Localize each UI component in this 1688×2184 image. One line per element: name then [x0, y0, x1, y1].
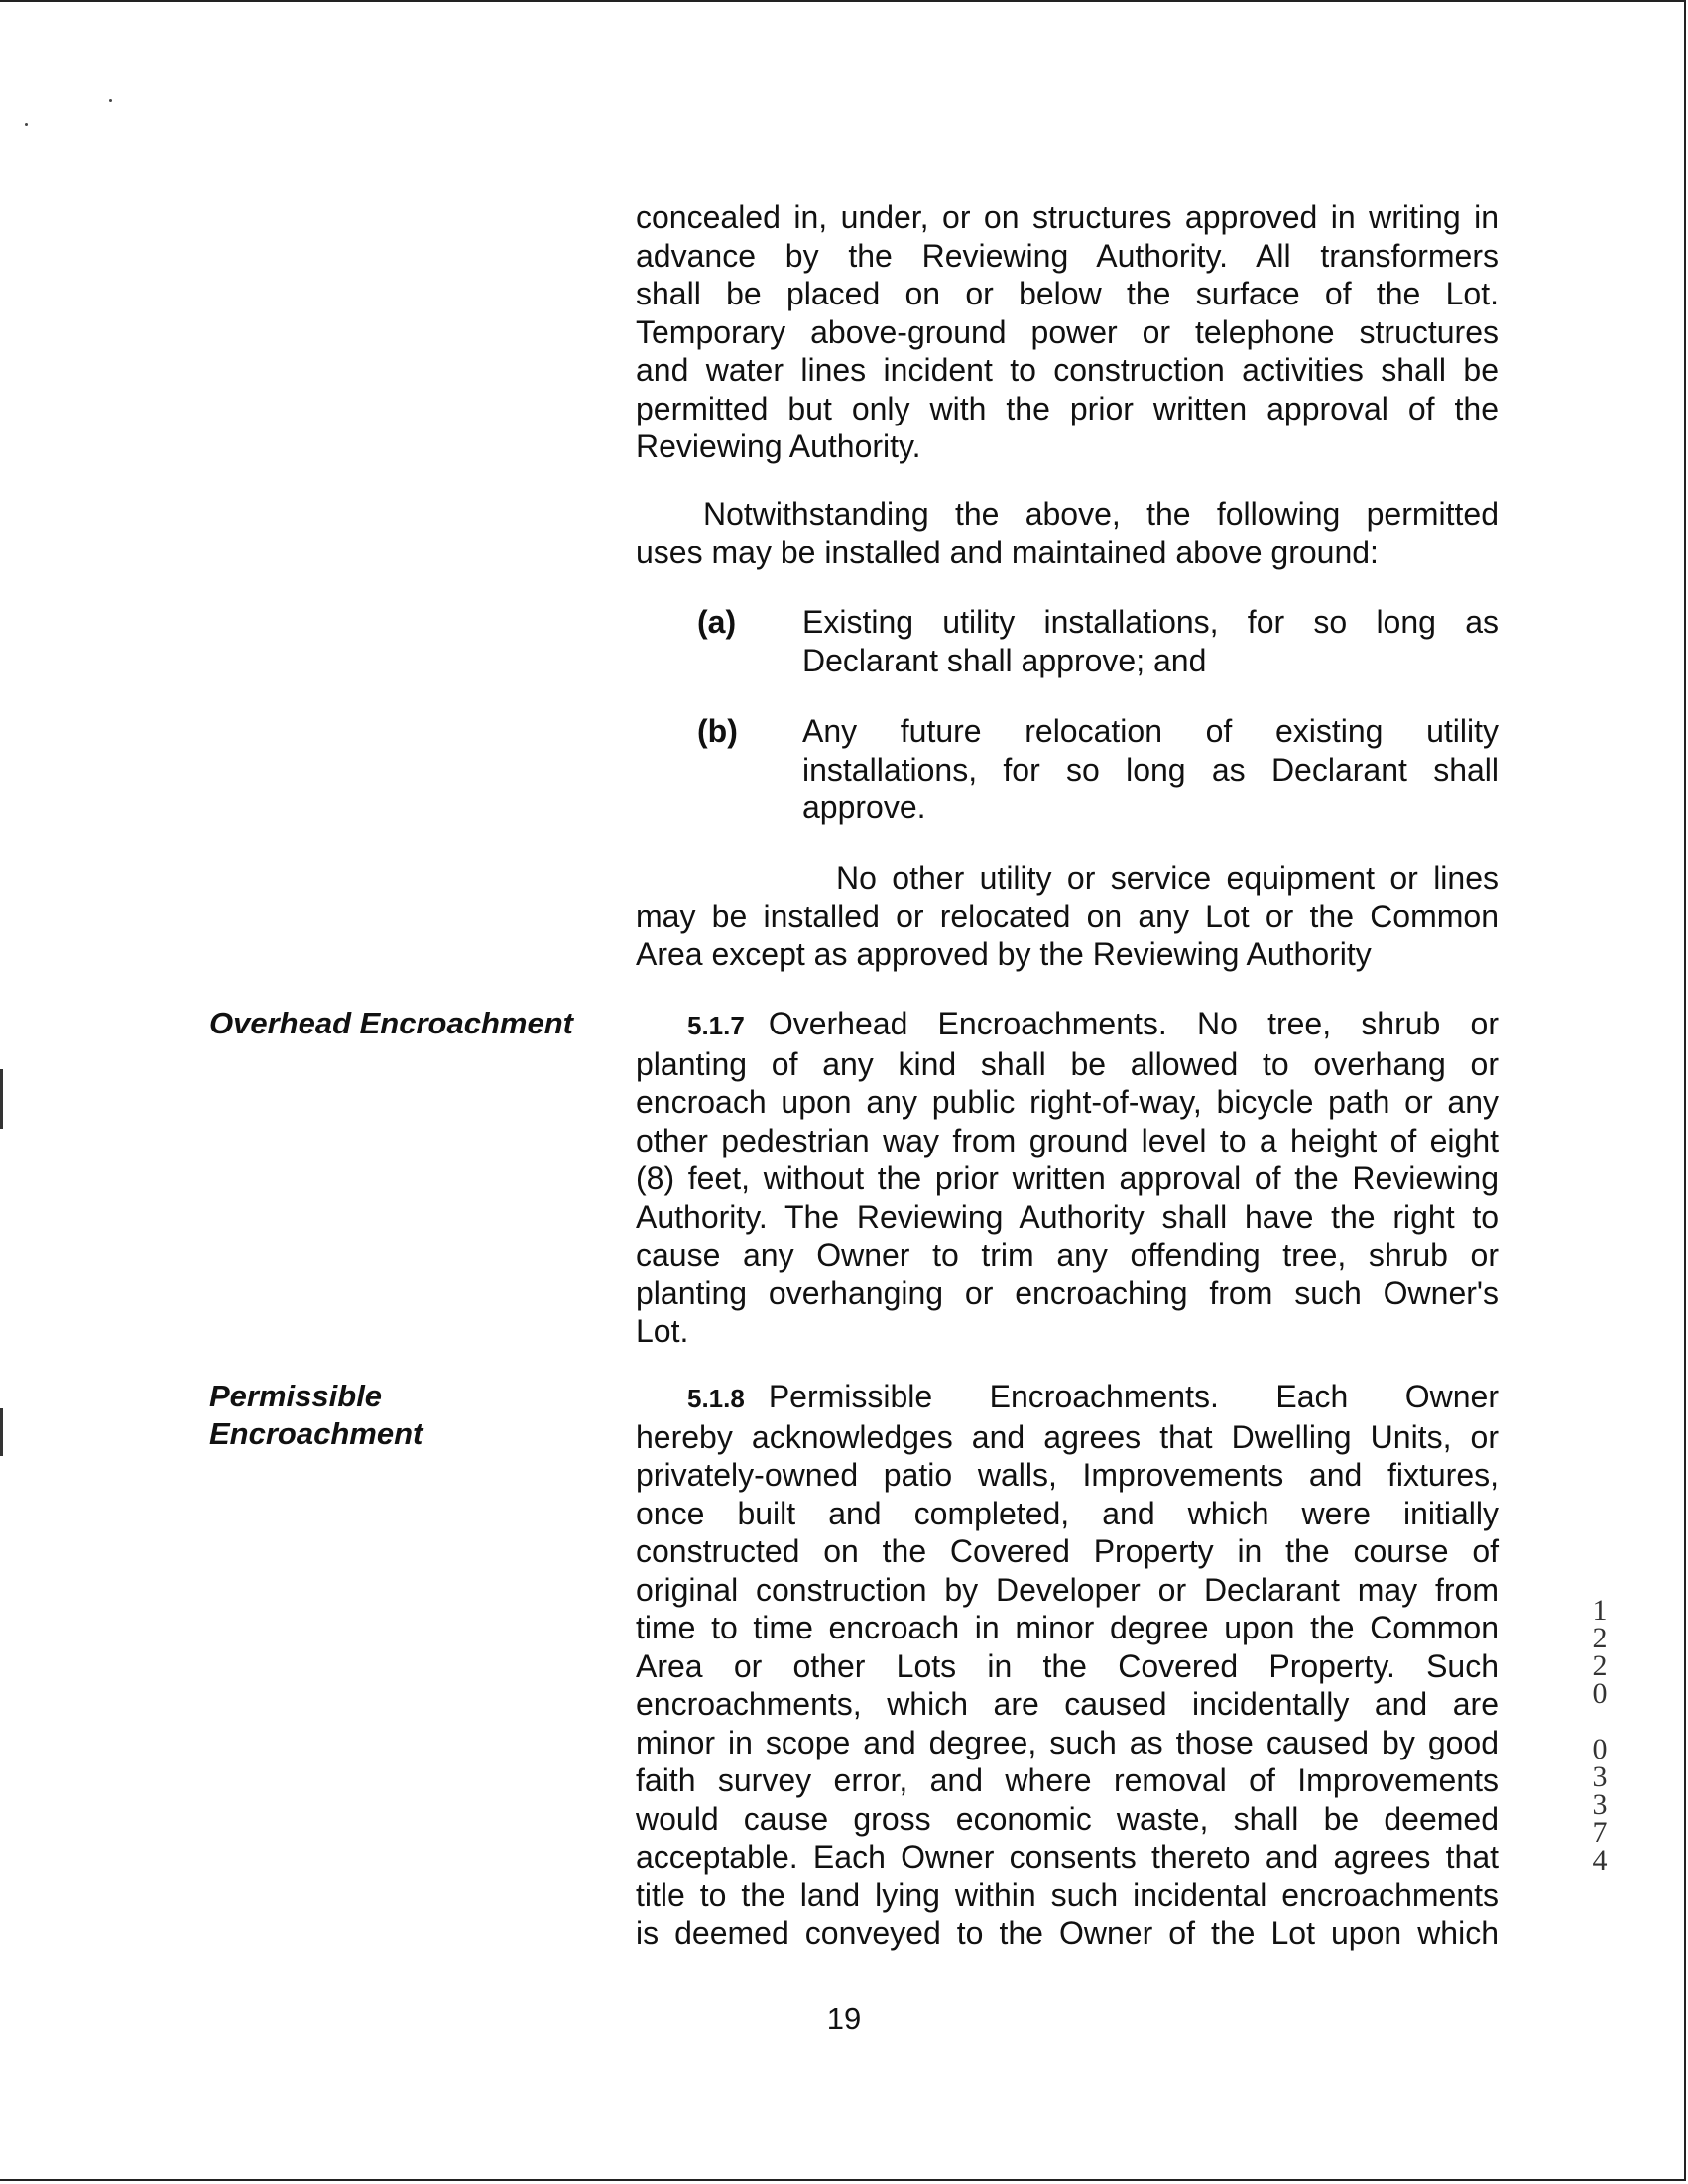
- text-line: acceptable. Each Owner consents thereto and agrees that: [636, 1839, 1499, 1875]
- list-label: (a): [697, 604, 737, 640]
- scan-edge-mark: [0, 1408, 3, 1456]
- page-number: 19: [826, 2002, 862, 2036]
- side-heading-line: Permissible: [209, 1379, 383, 1413]
- text-line: planting overhanging or encroaching from such Owner's: [636, 1274, 1499, 1311]
- text-line: concealed in, under, or on structures approved in writing in: [636, 199, 1499, 235]
- text-line: Overhead Encroachments. No tree, shrub or: [768, 1006, 1499, 1041]
- text-line: hereby acknowledges and agrees that Dwelling Units, or: [636, 1418, 1499, 1455]
- text-line: Authority. The Reviewing Authority shall have the right to: [636, 1198, 1499, 1235]
- text-line: Any future relocation of existing utility: [802, 713, 1499, 749]
- text-line: constructed on the Covered Property in the course of: [636, 1533, 1499, 1569]
- text-line: shall be placed on or below the surface of the Lot.: [636, 276, 1499, 311]
- text-line: title to the land lying within such incidental encroachments: [636, 1877, 1499, 1913]
- text-line: approve.: [802, 789, 926, 825]
- text-line: Area or other Lots in the Covered Property. Such: [636, 1647, 1499, 1684]
- text-line: encroachments, which are caused incidentally and are: [636, 1686, 1499, 1722]
- text-line: Notwithstanding the above, the following permitted: [703, 496, 1499, 532]
- text-line: Declarant shall approve; and: [802, 642, 1207, 678]
- scan-speck: [25, 123, 28, 126]
- text-line: once built and completed, and which were initially: [636, 1495, 1499, 1531]
- text-line: privately-owned patio walls, Improvements and fixtures,: [636, 1457, 1499, 1493]
- text-line: Permissible Encroachments. Each Owner: [768, 1379, 1499, 1414]
- text-line: uses may be installed and maintained above ground:: [636, 534, 1379, 570]
- text-line: minor in scope and degree, such as those caused by good: [636, 1724, 1499, 1760]
- no-other-paragraph: [636, 859, 1499, 974]
- text-line: original construction by Developer or Declarant may from: [636, 1571, 1499, 1608]
- text-line: may be installed or relocated on any Lot or the Common: [636, 898, 1499, 934]
- text-line: Existing utility installations, for so long as: [802, 604, 1499, 640]
- scan-speck: [109, 99, 112, 102]
- stamp-digit: 3: [1592, 1788, 1608, 1821]
- top-paragraph: [636, 198, 1499, 466]
- text-line: cause any Owner to trim any offending tree, shrub or: [636, 1237, 1499, 1273]
- text-line: Temporary above-ground power or telephone structures: [636, 313, 1499, 350]
- list-label: (b): [697, 713, 738, 749]
- section-5-1-7: [636, 1005, 1499, 1351]
- stamp-digit: 0: [1592, 1677, 1608, 1710]
- scan-edge-mark: [0, 1069, 3, 1129]
- text-line: is deemed conveyed to the Owner of the Lot upon which: [636, 1915, 1499, 1951]
- text-line: other pedestrian way from ground level to a height of eight: [636, 1122, 1499, 1158]
- text-line: Lot.: [636, 1313, 689, 1349]
- stamp-digit: 2: [1592, 1622, 1608, 1654]
- section-first-line: [636, 1005, 1499, 1045]
- text-line: planting of any kind shall be allowed to overhang or: [636, 1045, 1499, 1082]
- side-heading-permissible: [209, 1378, 422, 1453]
- side-heading-overhead: Overhead Encroachment: [209, 1006, 573, 1040]
- stamp-gap: [1580, 1708, 1620, 1736]
- side-heading-line: Encroachment: [209, 1416, 423, 1451]
- text-line: Area except as approved by the Reviewing Authority: [636, 936, 1372, 972]
- text-line: faith survey error, and where removal of Improvements: [636, 1762, 1499, 1798]
- stamp-digit: 7: [1592, 1816, 1608, 1849]
- stamp-digit: 0: [1592, 1733, 1608, 1765]
- stamp-digit: 4: [1592, 1844, 1608, 1877]
- stamp-digit: 1: [1592, 1594, 1608, 1627]
- text-line: encroach upon any public right-of-way, bicycle path or any: [636, 1084, 1499, 1120]
- text-line: (8) feet, without the prior written approval of the Reviewing: [636, 1160, 1499, 1196]
- stamp-digit: 2: [1592, 1649, 1608, 1682]
- text-line: permitted but only with the prior written approval of the: [636, 390, 1499, 426]
- text-line: and water lines incident to construction activities shall be: [636, 352, 1499, 388]
- recording-stamp: [1580, 1594, 1620, 1877]
- text-line: advance by the Reviewing Authority. All transformers: [636, 237, 1499, 274]
- text-line: would cause gross economic waste, shall be deemed: [636, 1800, 1499, 1837]
- section-number: 5.1.7: [687, 1011, 745, 1040]
- notwithstanding-paragraph: [636, 495, 1499, 571]
- stamp-digit: 3: [1592, 1760, 1608, 1793]
- section-5-1-8: [636, 1378, 1499, 1953]
- section-number: 5.1.8: [687, 1384, 745, 1413]
- section-first-line: [636, 1378, 1499, 1418]
- text-line: Reviewing Authority.: [636, 428, 921, 464]
- text-line: installations, for so long as Declarant shall: [802, 751, 1499, 788]
- text-line: time to time encroach in minor degree upon the Common: [636, 1610, 1499, 1645]
- text-line: No other utility or service equipment or lines: [836, 860, 1499, 896]
